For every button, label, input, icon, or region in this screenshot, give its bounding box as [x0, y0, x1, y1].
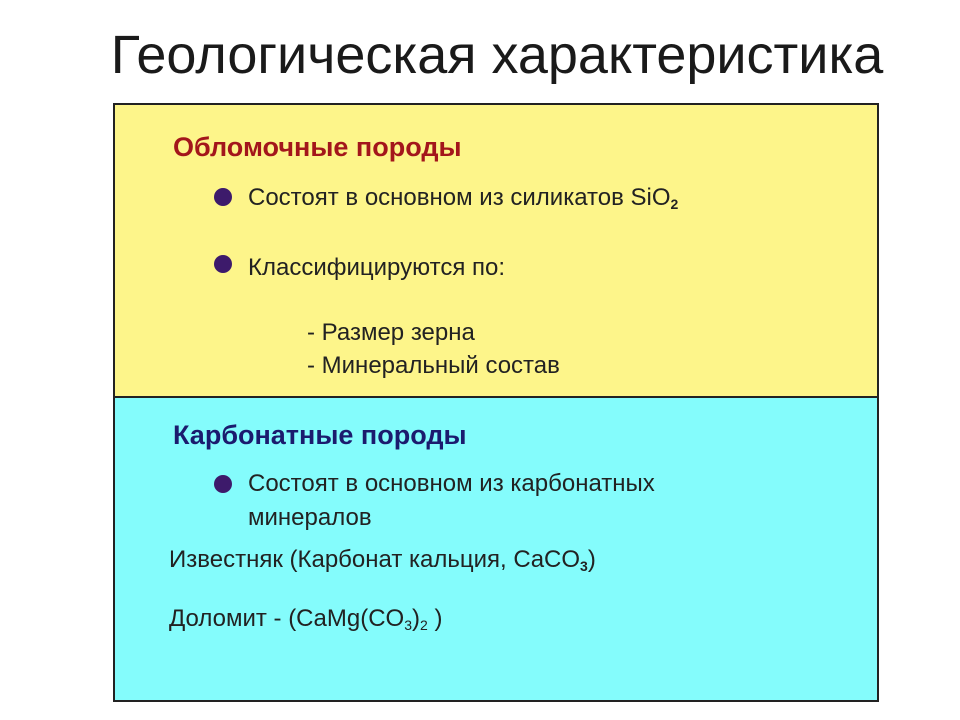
carbonate-bullet-line1: Состоят в основном из карбонатных	[248, 470, 655, 497]
clastic-bullet-composition: Состоят в основном из силикатов SiO$_2$	[248, 184, 679, 212]
bullet-icon	[214, 475, 232, 493]
slide-title: Геологическая характеристика	[110, 25, 884, 85]
criteria-item: - Размер зерна	[307, 319, 475, 346]
dolomite-formula: Доломит - ($CaMg(CO_3)_2$ )	[169, 605, 443, 633]
clastic-bullet-classified: Классифицируются по:	[248, 254, 505, 281]
bullet-icon	[214, 255, 232, 273]
criteria-item: - Минеральный состав	[307, 352, 560, 379]
carbonate-heading: Карбонатные породы	[173, 420, 467, 450]
clastic-heading: Обломочные породы	[173, 132, 462, 162]
bullet-icon	[214, 188, 232, 206]
carbonate-bullet-line2: минералов	[248, 504, 372, 531]
limestone-formula: Известняк (Карбонат кальция, CaCO$_3$)	[169, 546, 596, 574]
